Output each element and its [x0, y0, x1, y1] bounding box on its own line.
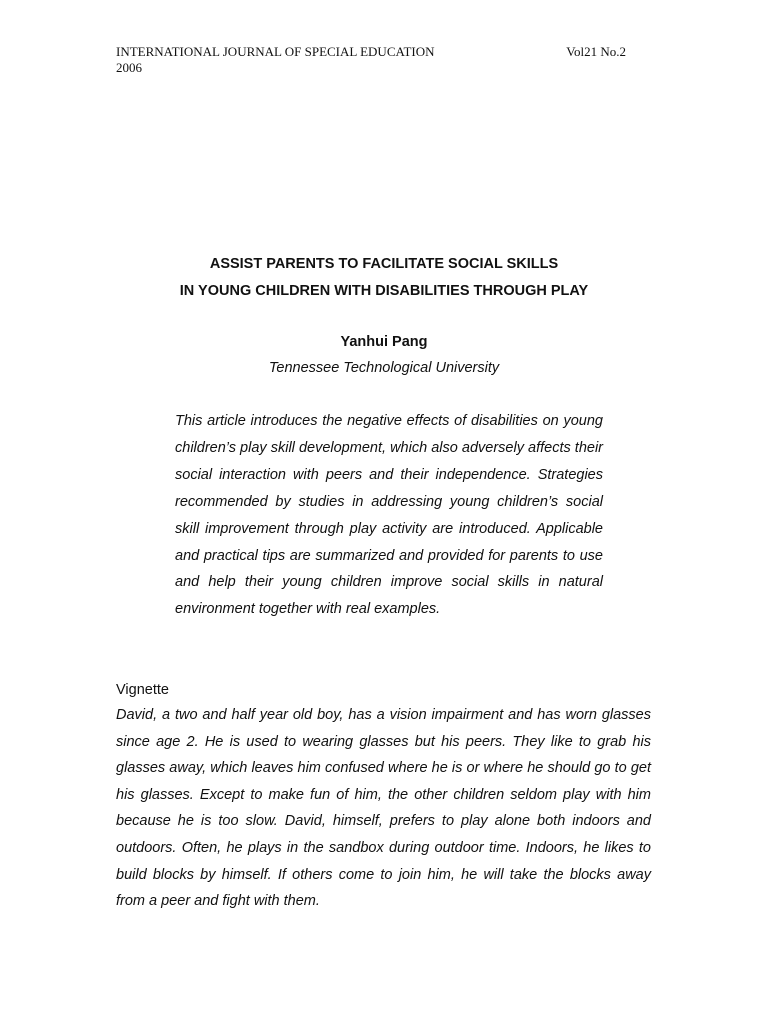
article-title — [0, 251, 768, 305]
volume-number: Vol21 No.2 — [566, 44, 626, 59]
author-affiliation: Tennessee Technological University — [268, 360, 500, 376]
author-name: Yanhui Pang — [340, 334, 428, 350]
vignette-heading: Vignette — [116, 682, 169, 698]
title-line-2: IN YOUNG CHILDREN WITH DISABILITIES THROUGH PLAY — [179, 283, 589, 299]
vignette-paragraph: David, a two and half year old boy, has a vision impairment and has worn glasses since age 2. He is used to wearing glasses but his peers. They like to grab his glasses away, which leaves him confused where he is or where he should go to get his glasses. Except to make fun of him, the other children seldom play with him because he is too slow. David, himself, prefers to play alone both indoors and outdoors. Often, he plays in the sandbox during outdoor time. Indoors, he likes to build blocks by himself. If others come to join him, he will take the blocks away from a peer and fight with them. — [116, 707, 651, 910]
journal-name: INTERNATIONAL JOURNAL OF SPECIAL EDUCATION — [116, 44, 435, 59]
title-line-1: ASSIST PARENTS TO FACILITATE SOCIAL SKILLS — [209, 256, 559, 272]
publication-year: 2006 — [116, 60, 142, 75]
abstract-paragraph: This article introduces the negative effects of disabilities on young children’s play skill development, which also adversely affects their social interaction with peers and their independence. Strategies recommended by studies in addressing young children’s social skill improvement through play activity are introduced. Applicable and practical tips are summarized and provided for parents to use and help their young children improve social skills in natural environment together with real examples. — [175, 413, 603, 618]
